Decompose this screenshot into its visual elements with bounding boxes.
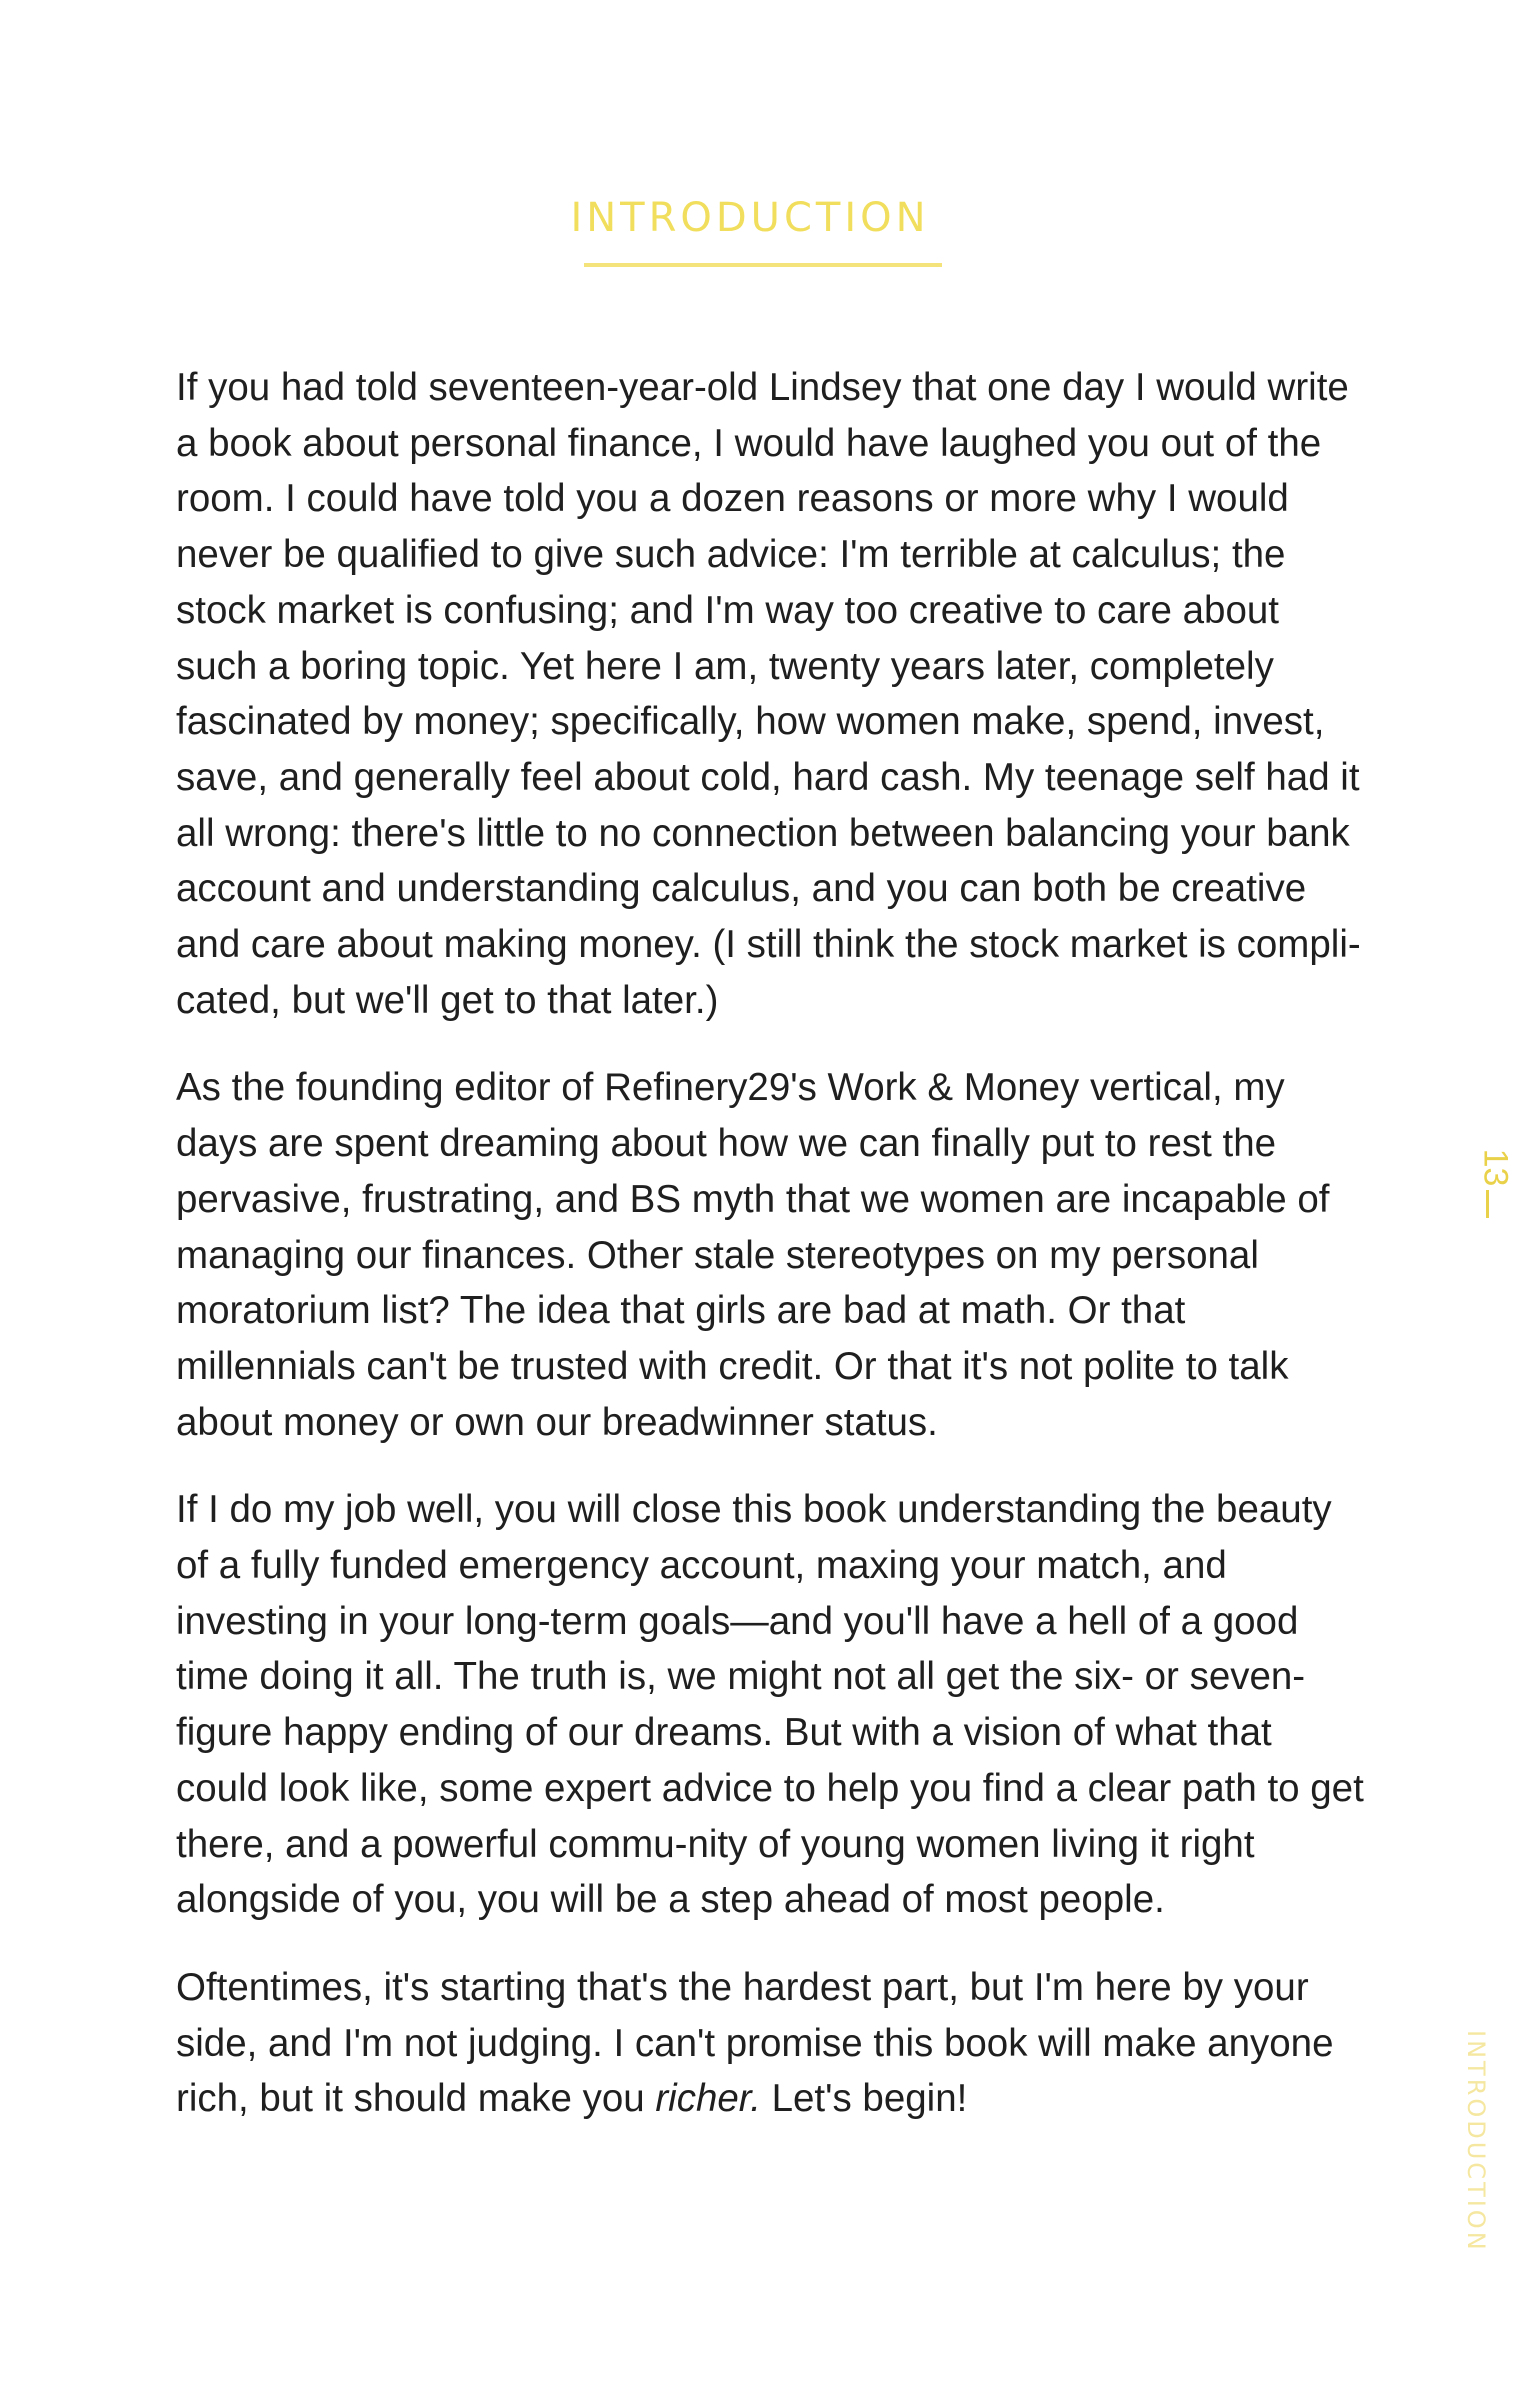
paragraph-1: If you had told seventeen-year-old Lindsey that one day I would write a book about personal finance, I would have laughed you out of the room. I could have told you a dozen reasons or more why I would never be qualified to give such advice: I'm terrible at calculus; the stock market is confusing; and I'm way too creative to care about such a boring topic. Yet here I am, twenty years later, completely fascinated by money; specifically, how women make, spend, invest, save, and generally feel about cold, hard cash. My teenage self had it all wrong: there's little to no connection between balancing your bank account and understanding calculus, and you can both be creative and care about making money. (I still think the stock market is compli-cated, but we'll get to that later.) bbox=[176, 366, 1361, 1022]
chapter-title: INTRODUCTION bbox=[570, 195, 930, 241]
side-tab-label: INTRODUCTION bbox=[1462, 2030, 1490, 2253]
page-number-rule bbox=[1486, 1190, 1489, 1218]
title-underline bbox=[584, 263, 942, 267]
paragraph-4-emphasis: richer. bbox=[655, 2077, 761, 2121]
paragraph-2: As the founding editor of Refinery29's Work & Money vertical, my days are spent dreaming about how we can finally put to rest the pervasive, frustrating, and BS myth that we women are incapable of managing our finances. Other stale stereotypes on my personal moratorium list? The idea that girls are bad at math. Or that millennials can't be trusted with credit. Or that it's not polite to talk about money or own our breadwinner status. bbox=[176, 1066, 1330, 1444]
paragraph-3: If I do my job well, you will close this book understanding the beauty of a fully funded emergency account, maxing your match, and investing in your long-term goals—and you'll have a hell of a good time doing it all. The truth is, we might not all get the six- or seven-figure happy ending of our dreams. But with a vision of what that could look like, some expert advice to help you find a clear path to get there, and a powerful commu-nity of young women living it right alongside of you, you will be a step ahead of most people. bbox=[176, 1488, 1364, 1922]
body-text bbox=[176, 360, 1366, 2159]
paragraph-4-end: Let's begin! bbox=[760, 2077, 968, 2121]
paragraph-4 bbox=[176, 1960, 1366, 2127]
paragraph-4-start: Oftentimes, it's starting that's the hardest part, but I'm here by your side, and I'm not judging. I can't promise this book will make anyone rich, but it should make you bbox=[176, 1965, 1334, 2121]
page-number: 13 bbox=[1476, 1148, 1514, 1187]
